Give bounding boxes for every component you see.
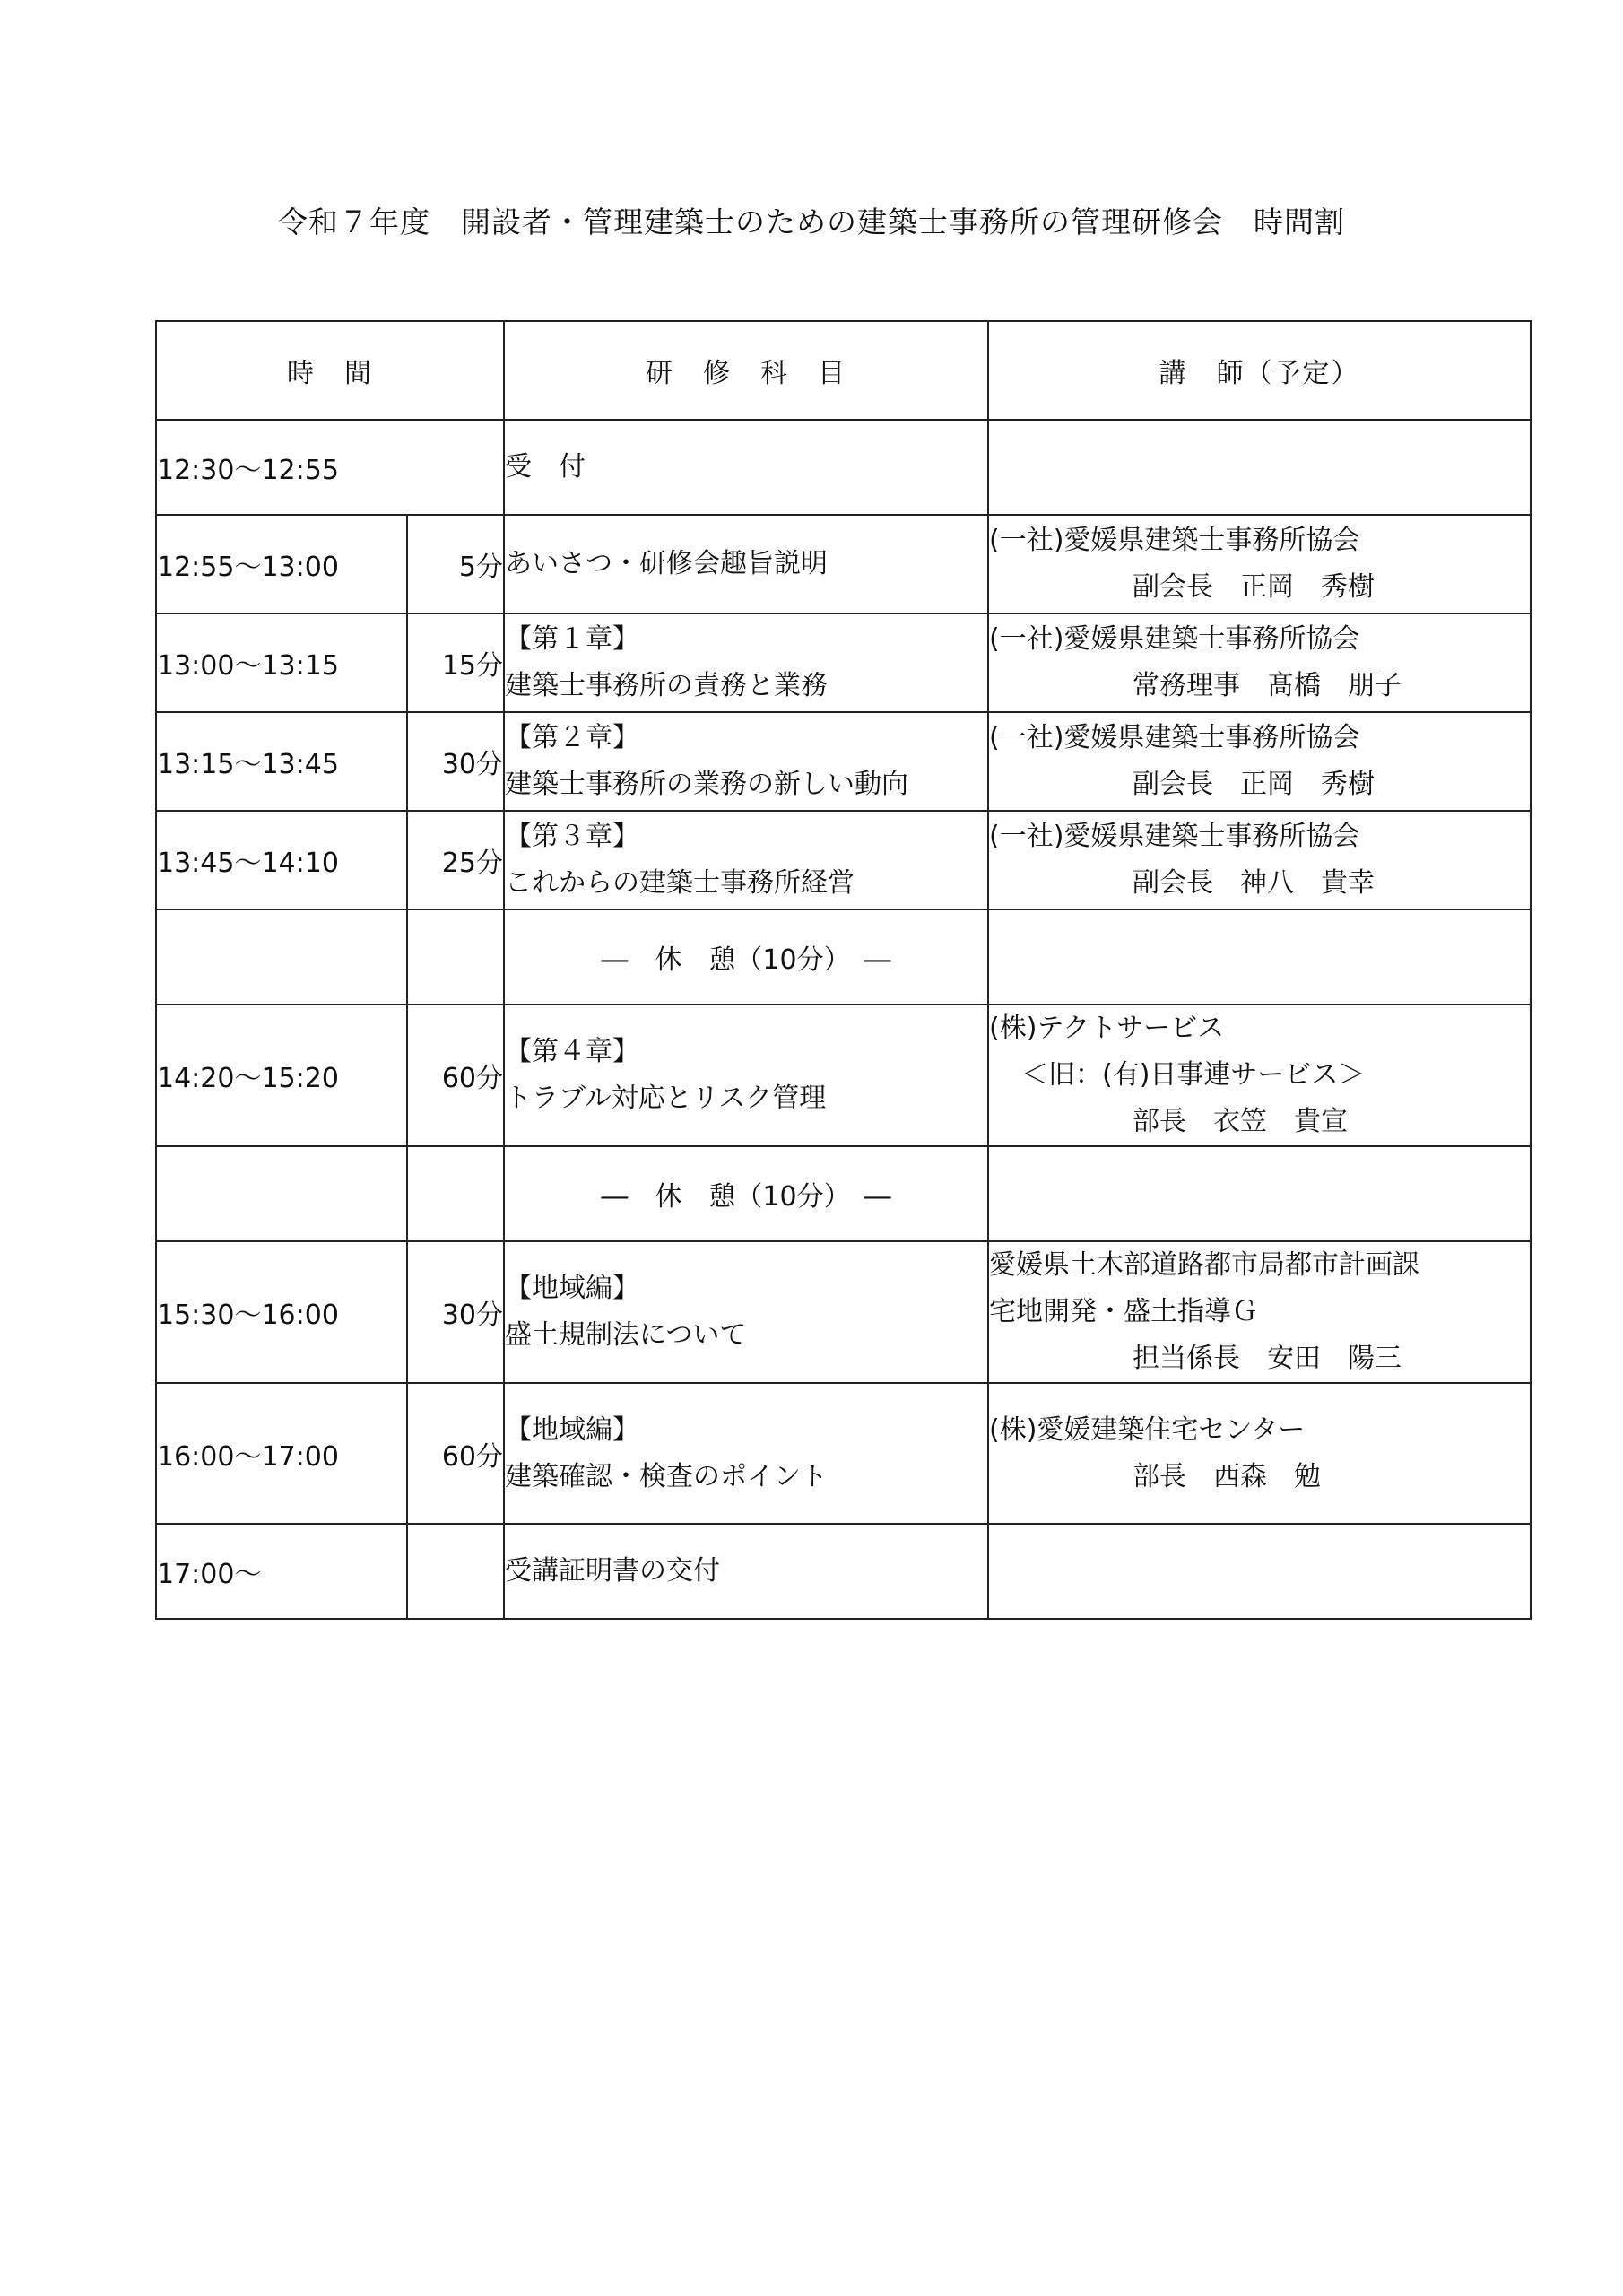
time-cell: 12:55〜13:00 — [156, 515, 407, 613]
chapter-label: 【第４章】 — [505, 1036, 639, 1067]
lecturer-org: (株)愛媛建築住宅センター — [989, 1413, 1306, 1446]
time-cell: 14:20〜15:20 — [156, 1004, 407, 1146]
time-cell: 15:30〜16:00 — [156, 1241, 407, 1383]
header-row — [156, 321, 1531, 420]
lecturer-name: 副会長 正岡 秀樹 — [1133, 571, 1375, 603]
table-row — [156, 1524, 1531, 1619]
time-cell: 16:00〜17:00 — [156, 1383, 407, 1524]
duration-cell: 5分 — [407, 515, 504, 613]
subject-line: 受 付 — [505, 451, 586, 483]
lecturer-cell — [988, 1383, 1531, 1524]
time-cell: 13:15〜13:45 — [156, 712, 407, 811]
lecturer-org: (一社)愛媛県建築士事務所協会 — [989, 525, 1360, 556]
lecturer-org-note: ＜旧：(有)日事連サービス＞ — [1021, 1059, 1366, 1091]
lecturer-org: 愛媛県土木部道路都市局都市計画課 — [989, 1249, 1419, 1281]
table-row — [156, 420, 1531, 515]
schedule-table — [155, 320, 1532, 1620]
header-subject: 研 修 科 目 — [504, 321, 988, 420]
lecturer-org: (株)テクトサービス — [989, 1013, 1225, 1044]
lecturer-cell — [988, 515, 1531, 613]
lecturer-cell — [988, 420, 1531, 515]
chapter-label: 【地域編】 — [505, 1413, 639, 1446]
lecturer-name: 常務理事 髙橋 朋子 — [1133, 670, 1402, 701]
lecturer-org: (一社)愛媛県建築士事務所協会 — [989, 821, 1360, 852]
lecturer-org: (一社)愛媛県建築士事務所協会 — [989, 722, 1360, 753]
table-row — [156, 1004, 1531, 1146]
page-title: 令和７年度 開設者・管理建築士のための建築士事務所の管理研修会 時間割 — [278, 204, 1345, 239]
subject-title: 建築士事務所の責務と業務 — [505, 670, 828, 701]
lecturer-name: 部長 西森 勉 — [1133, 1460, 1321, 1492]
lecturer-dept: 宅地開発・盛土指導Ｇ — [989, 1296, 1258, 1327]
lecturer-cell — [988, 1524, 1531, 1619]
duration-cell — [407, 909, 504, 1004]
table-row — [156, 712, 1531, 811]
duration-cell — [407, 1524, 504, 1619]
lecturer-cell — [988, 1004, 1531, 1146]
lecturer-name: 副会長 正岡 秀樹 — [1133, 769, 1375, 800]
subject-cell — [504, 1004, 988, 1146]
time-cell — [156, 909, 407, 1004]
duration-cell — [407, 1146, 504, 1241]
duration-cell: 60分 — [407, 1383, 504, 1524]
subject-title: トラブル対応とリスク管理 — [505, 1083, 827, 1114]
subject-cell — [504, 515, 988, 613]
subject-title: 盛土規制法について — [505, 1319, 747, 1351]
table-row — [156, 515, 1531, 613]
lecturer-cell — [988, 1146, 1531, 1241]
duration-cell: 60分 — [407, 1004, 504, 1146]
table-row — [156, 909, 1531, 1004]
subject-line: 受講証明書の交付 — [505, 1555, 720, 1587]
subject-cell — [504, 1383, 988, 1524]
lecturer-org: (一社)愛媛県建築士事務所協会 — [989, 623, 1360, 655]
duration-cell: 30分 — [407, 712, 504, 811]
lecturer-cell — [988, 909, 1531, 1004]
table-row — [156, 1241, 1531, 1383]
lecturer-cell — [988, 613, 1531, 712]
subject-cell — [504, 420, 988, 515]
header-lecturer: 講 師（予定） — [988, 321, 1531, 420]
subject-title: 建築士事務所の業務の新しい動向 — [505, 769, 908, 800]
header-time: 時 間 — [156, 321, 504, 420]
table-row — [156, 1383, 1531, 1524]
time-cell — [156, 1146, 407, 1241]
table-row — [156, 1146, 1531, 1241]
time-cell: 12:30〜12:55 — [156, 420, 504, 515]
lecturer-name: 担当係長 安田 陽三 — [1133, 1343, 1402, 1374]
lecturer-cell — [988, 1241, 1531, 1383]
time-cell: 17:00〜 — [156, 1524, 407, 1619]
subject-cell — [504, 811, 988, 909]
table-row — [156, 811, 1531, 909]
subject-cell — [504, 613, 988, 712]
subject-line: あいさつ・研修会趣旨説明 — [505, 548, 828, 579]
chapter-label: 【地域編】 — [505, 1273, 639, 1304]
table-row — [156, 613, 1531, 712]
chapter-label: 【第３章】 — [505, 821, 639, 852]
duration-cell: 30分 — [407, 1241, 504, 1383]
break-label: ― 休 憩（10分） ― — [504, 1146, 988, 1241]
lecturer-name: 副会長 神八 貴幸 — [1133, 867, 1375, 899]
lecturer-cell — [988, 712, 1531, 811]
lecturer-name: 部長 衣笠 貴宣 — [1133, 1106, 1348, 1137]
subject-cell — [504, 1524, 988, 1619]
lecturer-cell — [988, 811, 1531, 909]
subject-title: これからの建築士事務所経営 — [505, 867, 855, 899]
time-cell: 13:45〜14:10 — [156, 811, 407, 909]
time-cell: 13:00〜13:15 — [156, 613, 407, 712]
break-label: ― 休 憩（10分） ― — [504, 909, 988, 1004]
subject-cell — [504, 712, 988, 811]
chapter-label: 【第２章】 — [505, 722, 639, 753]
subject-title: 建築確認・検査のポイント — [505, 1460, 828, 1492]
chapter-label: 【第１章】 — [505, 623, 639, 655]
subject-cell — [504, 1241, 988, 1383]
duration-cell: 15分 — [407, 613, 504, 712]
duration-cell: 25分 — [407, 811, 504, 909]
